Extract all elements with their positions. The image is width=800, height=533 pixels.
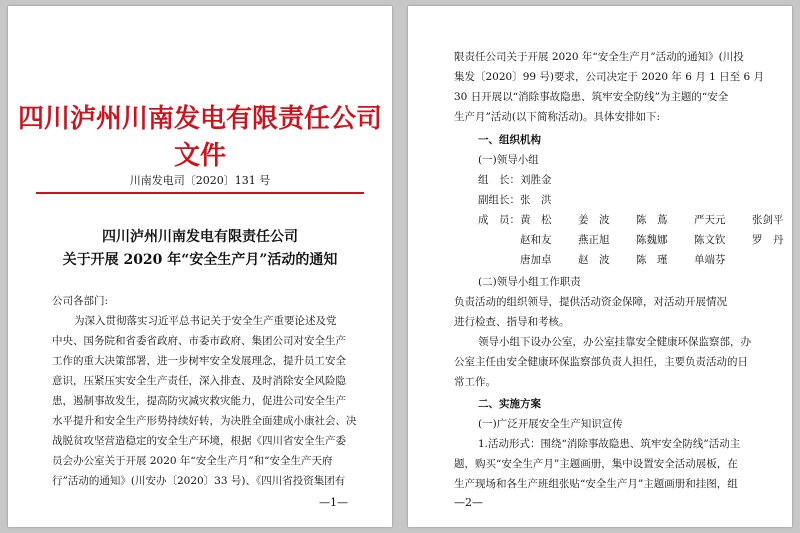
member-name: 张剑平 <box>752 214 784 226</box>
members-label: 成 员： <box>478 214 520 226</box>
section-heading: 一、组织机构 <box>478 134 541 146</box>
member-name: 黄 松 <box>520 214 552 226</box>
document-page-2 <box>408 6 792 527</box>
subsection-heading: (二)领导小组工作职责 <box>478 276 581 288</box>
member-name: 姜 波 <box>578 214 610 226</box>
notice-title-line-2: 关于开展 2020 年“安全生产月”活动的通知 <box>62 252 338 268</box>
body-line: 员会办公室关于开展 2020 年“安全生产月”和“安全生产天府 <box>52 455 333 467</box>
intro-line: 集发〔2020〕99 号)要求，公司决定于 2020 年 6 月 1 日至 6 月 <box>454 71 764 83</box>
page-number: —2— <box>454 496 483 509</box>
document-number: 川南发电司〔2020〕131 号 <box>129 174 271 187</box>
body-line: 行”活动的通知》(川安办〔2020〕33 号)、《四川省投资集团有 <box>52 475 346 487</box>
red-header-title: 四川泸州川南发电有限责任公司文件 <box>17 104 382 171</box>
duty-line: 常工作。 <box>454 376 496 388</box>
member-name: 赵和友 <box>520 234 552 246</box>
member-name: 唐加卓 <box>520 254 552 266</box>
duty-line: 进行检查、指导和考核。 <box>454 316 570 328</box>
body-line: 水平提升和安全生产形势持续好转，为决胜全面建成小康社会、决 <box>52 415 357 427</box>
plan-line: 生产现场和各生产班组张贴“安全生产月”主题画册和挂图，组 <box>454 478 738 490</box>
page-number: —1— <box>319 496 348 509</box>
section-heading: 二、实施方案 <box>478 398 541 410</box>
member-name: 陈 瑾 <box>636 254 668 266</box>
leader-line: 组 长：刘胜金 <box>478 174 552 186</box>
body-line: 工作的重大决策部署，进一步树牢安全发展理念，提升员工安全 <box>52 355 346 367</box>
salutation: 公司各部门: <box>52 295 109 307</box>
intro-line: 30 日开展以“消除事故隐患、筑牢安全防线”为主题的“安全 <box>454 91 729 103</box>
plan-line: 题，购买“安全生产月”主题画册，集中设置安全活动展板，在 <box>454 458 738 470</box>
intro-line: 生产月”活动(以下简称活动)。具体安排如下: <box>454 111 661 123</box>
notice-title-line-1: 四川泸州川南发电有限责任公司 <box>102 229 298 245</box>
member-name: 单端芬 <box>694 254 726 266</box>
member-name: 罗 丹 <box>752 234 784 246</box>
body-line: 意识，压紧压实安全生产责任，深入排查、及时消除安全风险隐 <box>52 375 346 387</box>
subsection-heading: (一)广泛开展安全生产知识宣传 <box>478 418 623 430</box>
member-name: 陈文钦 <box>694 234 726 246</box>
member-name: 严天元 <box>694 214 726 226</box>
members-row <box>520 233 792 247</box>
subsection-heading: (一)领导小组 <box>478 154 539 166</box>
document-page-1 <box>8 6 392 527</box>
duty-line: 负责活动的组织领导，提供活动资金保障，对活动开展情况 <box>454 296 727 308</box>
intro-line: 限责任公司关于开展 2020 年“安全生产月”活动的通知》(川投 <box>454 51 744 63</box>
deputy-line: 副组长：张 洪 <box>478 194 552 206</box>
member-name: 赵 波 <box>578 254 610 266</box>
red-divider-line <box>36 192 364 194</box>
members-row <box>520 253 752 267</box>
duty-line: 领导小组下设办公室，办公室挂靠安全健康环保监察部，办 <box>478 336 751 348</box>
member-name: 陈魏娜 <box>636 234 668 246</box>
member-name: 陈 蔦 <box>636 214 668 226</box>
members-row <box>478 213 792 227</box>
member-name: 燕正旭 <box>578 234 610 246</box>
plan-line: 1.活动形式：围绕“消除事故隐患、筑牢安全防线”活动主 <box>478 438 741 450</box>
body-line: 战脱贫攻坚营造稳定的安全生产环境，根据《四川省安全生产委 <box>52 435 346 447</box>
body-line: 为深入贯彻落实习近平总书记关于安全生产重要论述及党 <box>74 315 337 327</box>
body-line: 中央、国务院和省委省政府、市委市政府、集团公司对安全生产 <box>52 335 346 347</box>
body-line: 患，遏制事故发生，提高防灾减灾救灾能力，促进公司安全生产 <box>52 395 346 407</box>
duty-line: 公室主任由安全健康环保监察部负责人担任，主要负责活动的日 <box>454 356 748 368</box>
